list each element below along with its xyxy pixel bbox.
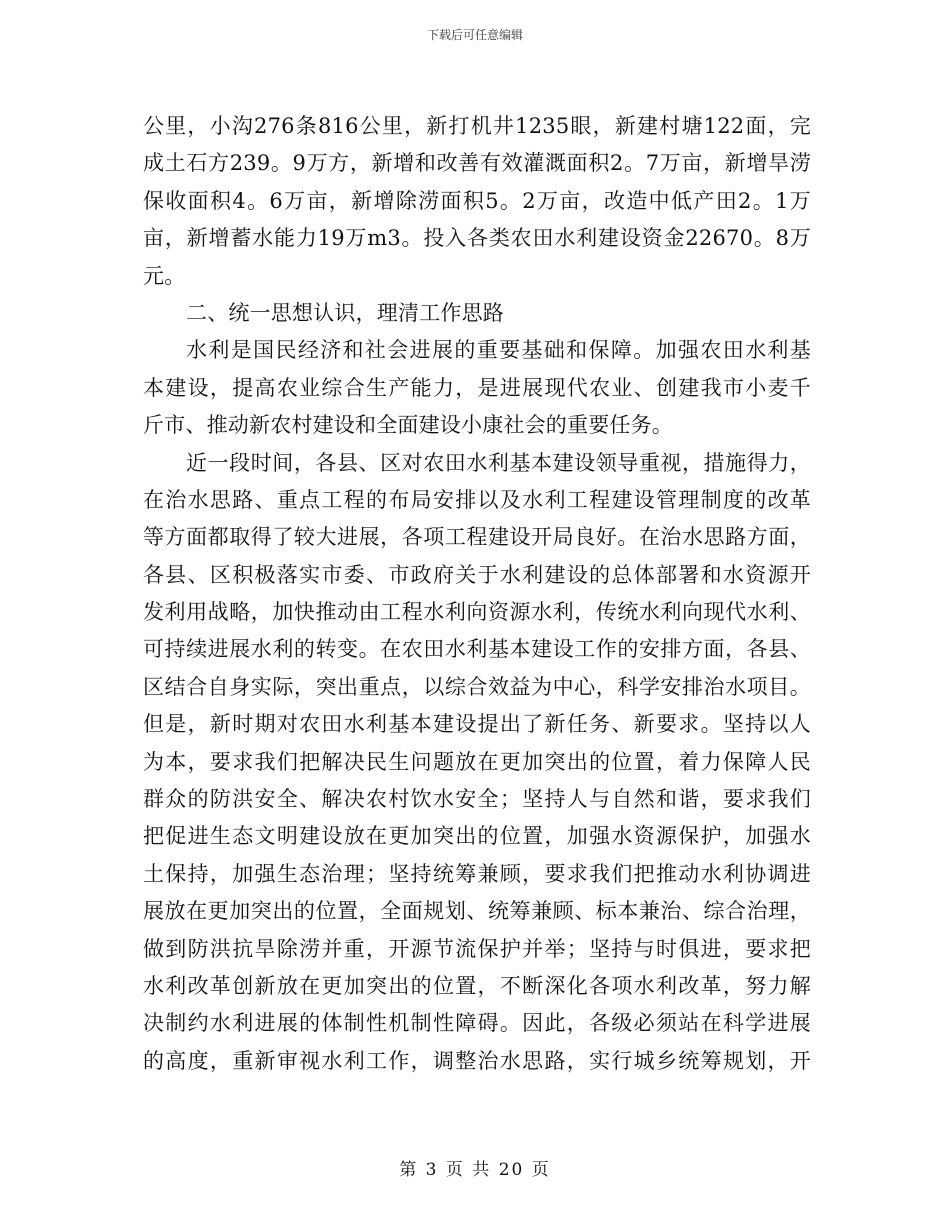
text-line: 区结合自身实际，突出重点，以综合效益为中心，科学安排治水项目。: [143, 674, 811, 699]
text-line: 水利是国民经济和社会进展的重要基础和保障。加强农田水利基: [186, 338, 811, 363]
text-line: 做到防洪抗旱除涝并重，开源节流保护并举；坚持与时俱进，要求把: [143, 936, 811, 961]
text-line: 等方面都取得了较大进展，各项工程建设开局良好。在治水思路方面，: [143, 525, 811, 550]
section-heading: 二、统一思想认识，理清工作思路: [186, 300, 504, 325]
text-line: 把促进生态文明建设放在更加突出的位置，加强水资源保护，加强水: [143, 824, 811, 849]
text-line: 土保持，加强生态治理；坚持统筹兼顾，要求我们把推动水利协调进: [143, 861, 811, 886]
text-line: 群众的防洪安全、解决农村饮水安全；坚持人与自然和谐，要求我们: [143, 787, 811, 812]
text-line: 为本，要求我们把解决民生问题放在更加突出的位置，着力保障人民: [143, 749, 811, 774]
text-line: 发利用战略，加快推动由工程水利向资源水利，传统水利向现代水利、: [143, 600, 811, 625]
text-line: 元。: [143, 263, 186, 288]
text-line: 决制约水利进展的体制性机制性障碍。因此，各级必须站在科学进展: [143, 1011, 811, 1036]
text-line: 但是，新时期对农田水利基本建设提出了新任务、新要求。坚持以人: [143, 712, 811, 737]
text-line: 本建设，提高农业综合生产能力，是进展现代农业、创建我市小麦千: [143, 375, 811, 400]
text-line: 成土石方239。9万方，新增和改善有效灌溉面积2。7万亩，新增旱涝: [143, 151, 811, 176]
text-line: 近一段时间，各县、区对农田水利基本建设领导重视，措施得力，: [186, 450, 811, 475]
document-body: [143, 108, 811, 1080]
page-footer: 第 3 页 共 20 页: [399, 1160, 551, 1180]
text-line: 在治水思路、重点工程的布局安排以及水利工程建设管理制度的改革: [143, 487, 811, 512]
text-line: 可持续进展水利的转变。在农田水利基本建设工作的安排方面，各县、: [143, 637, 811, 662]
text-line: 的高度，重新审视水利工作，调整治水思路，实行城乡统筹规划，开: [143, 1048, 811, 1073]
text-line: 亩，新增蓄水能力19万m3。投入各类农田水利建设资金22670。8万: [143, 226, 811, 251]
text-line: 水利改革创新放在更加突出的位置，不断深化各项水利改革，努力解: [143, 973, 811, 998]
text-line: 展放在更加突出的位置，全面规划、统筹兼顾、标本兼治、综合治理，: [143, 899, 811, 924]
text-line: 保收面积4。6万亩，新增除涝面积5。2万亩，改造中低产田2。1万: [143, 188, 811, 213]
text-line: 各县、区积极落实市委、市政府关于水利建设的总体部署和水资源开: [143, 562, 811, 587]
text-line: 斤市、推动新农村建设和全面建设小康社会的重要任务。: [143, 413, 673, 438]
text-line: 公里，小沟276条816公里，新打机井1235眼，新建村塘122面，完: [143, 114, 811, 138]
page-header: 下载后可任意编辑: [426, 28, 523, 42]
